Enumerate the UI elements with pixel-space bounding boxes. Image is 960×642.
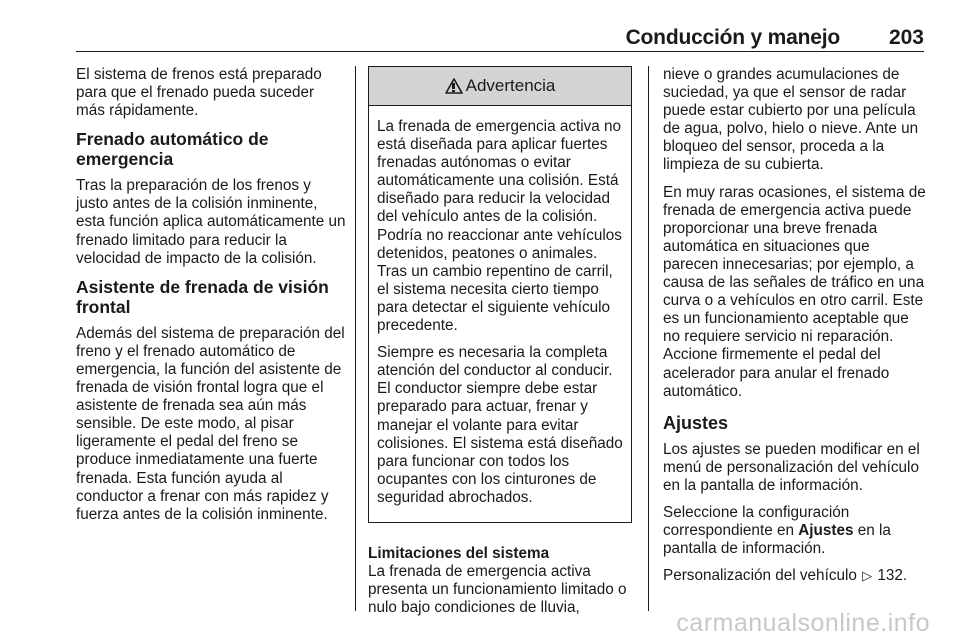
heading-ajustes: Ajustes	[663, 412, 729, 433]
page-reference[interactable]: 132.	[877, 567, 908, 585]
section-title: Conducción y manejo	[625, 26, 840, 49]
column-3	[663, 66, 929, 598]
heading-frenado-automatico: Frenado automático de emergencia	[76, 129, 269, 170]
warning-paragraph-2: Siempre es necesaria la completa atención del conductor al conducir. El conductor siempre debe estar preparado para actuar, frenar y manejar el volante para evitar colisiones. El sistema está diseñado para funcionar con todos los ocupantes con los cinturones de seguridad abrochados.	[377, 344, 623, 506]
heading-limitaciones: Limitaciones del sistema	[368, 544, 550, 562]
warning-box	[368, 66, 632, 523]
warning-triangle-icon	[445, 78, 463, 94]
paragraph-raras-ocasiones: En muy raras ocasiones, el sistema de frenada de emergencia activa puede proporcionar una breve frenada automática en situaciones que parecen innecesarias; por ejemplo, a causa de las señales de tráfico en una curva o a vehículos en otro carril. Este es un funcionamiento aceptable que no requiere servicio ni reparación. Accione firmemente el pedal del acelerador para anular el frenado automático.	[663, 183, 926, 400]
warning-body	[369, 106, 631, 522]
column-2	[368, 66, 632, 626]
page-number: 203	[888, 26, 924, 49]
ajustes-bold: Ajustes	[798, 522, 854, 540]
paragraph-limitaciones: La frenada de emergencia activa presenta un funcionamiento limitado o nulo bajo condiciones de lluvia,	[368, 562, 627, 617]
warning-title: Advertencia	[465, 75, 556, 95]
page-reference-arrow-icon: ▷	[862, 568, 873, 584]
seleccione-text: Seleccione la configuración correspondiente en	[663, 503, 850, 540]
warning-paragraph-1: La frenada de emergencia activa no está diseñada para aplicar fuertes frenadas autónomas o evitar automáticamente una colisión. Está diseñado para reducir la velocidad del vehículo antes de la colisión. Podría no reaccionar ante vehículos detenidos, peatones o animales. Tras un cambio repentino de carril, el sistema necesita cierto tiempo para detectar el siguiente vehículo precedente.	[377, 118, 622, 335]
column-divider-1	[355, 66, 356, 611]
seleccione-text-end: en la pantalla de información.	[663, 522, 891, 558]
column-divider-2	[648, 66, 649, 611]
paragraph-ajustes-menu: Los ajustes se pueden modificar en el menú de personalización del vehículo en la pantalla de información.	[663, 440, 920, 494]
paragraph-frenado-automatico: Tras la preparación de los frenos y justo antes de la colisión inminente, esta función aplica automáticamente un frenado limitado para reducir la velocidad de impacto de la colisión.	[76, 177, 346, 267]
paragraph-personalizacion	[663, 567, 929, 589]
intro-paragraph: El sistema de frenos está preparado para que el frenado pueda suceder más rápidamente.	[76, 66, 322, 120]
heading-asistente-frenada: Asistente de frenada de visión frontal	[76, 276, 329, 317]
paragraph-asistente-frenada: Además del sistema de preparación del freno y el frenado automático de emergencia, la función del asistente de frenada de visión frontal logra que el asistente de frenada sea aún más sensible. De este modo, al pisar ligeramente el pedal del freno se produce inmediatamente una fuerte frenada. Esta función ayuda al conductor a frenar con más rapidez y fuerza antes de la colisión inminente.	[76, 324, 345, 523]
page-header	[0, 0, 960, 56]
paragraph-seleccione	[663, 504, 929, 558]
personalizacion-text: Personalización del vehículo	[663, 567, 857, 585]
warning-header	[369, 67, 631, 106]
watermark: carmanualsonline.info	[676, 609, 930, 637]
column-1	[76, 66, 346, 533]
header-rule	[76, 51, 924, 52]
paragraph-sensor: nieve o grandes acumulaciones de suciedad, ya que el sensor de radar puede estar cubierto por una película de agua, polvo, hielo o nieve. Ante un bloqueo del sensor, proceda a la limpieza de su cubierta.	[663, 66, 919, 174]
